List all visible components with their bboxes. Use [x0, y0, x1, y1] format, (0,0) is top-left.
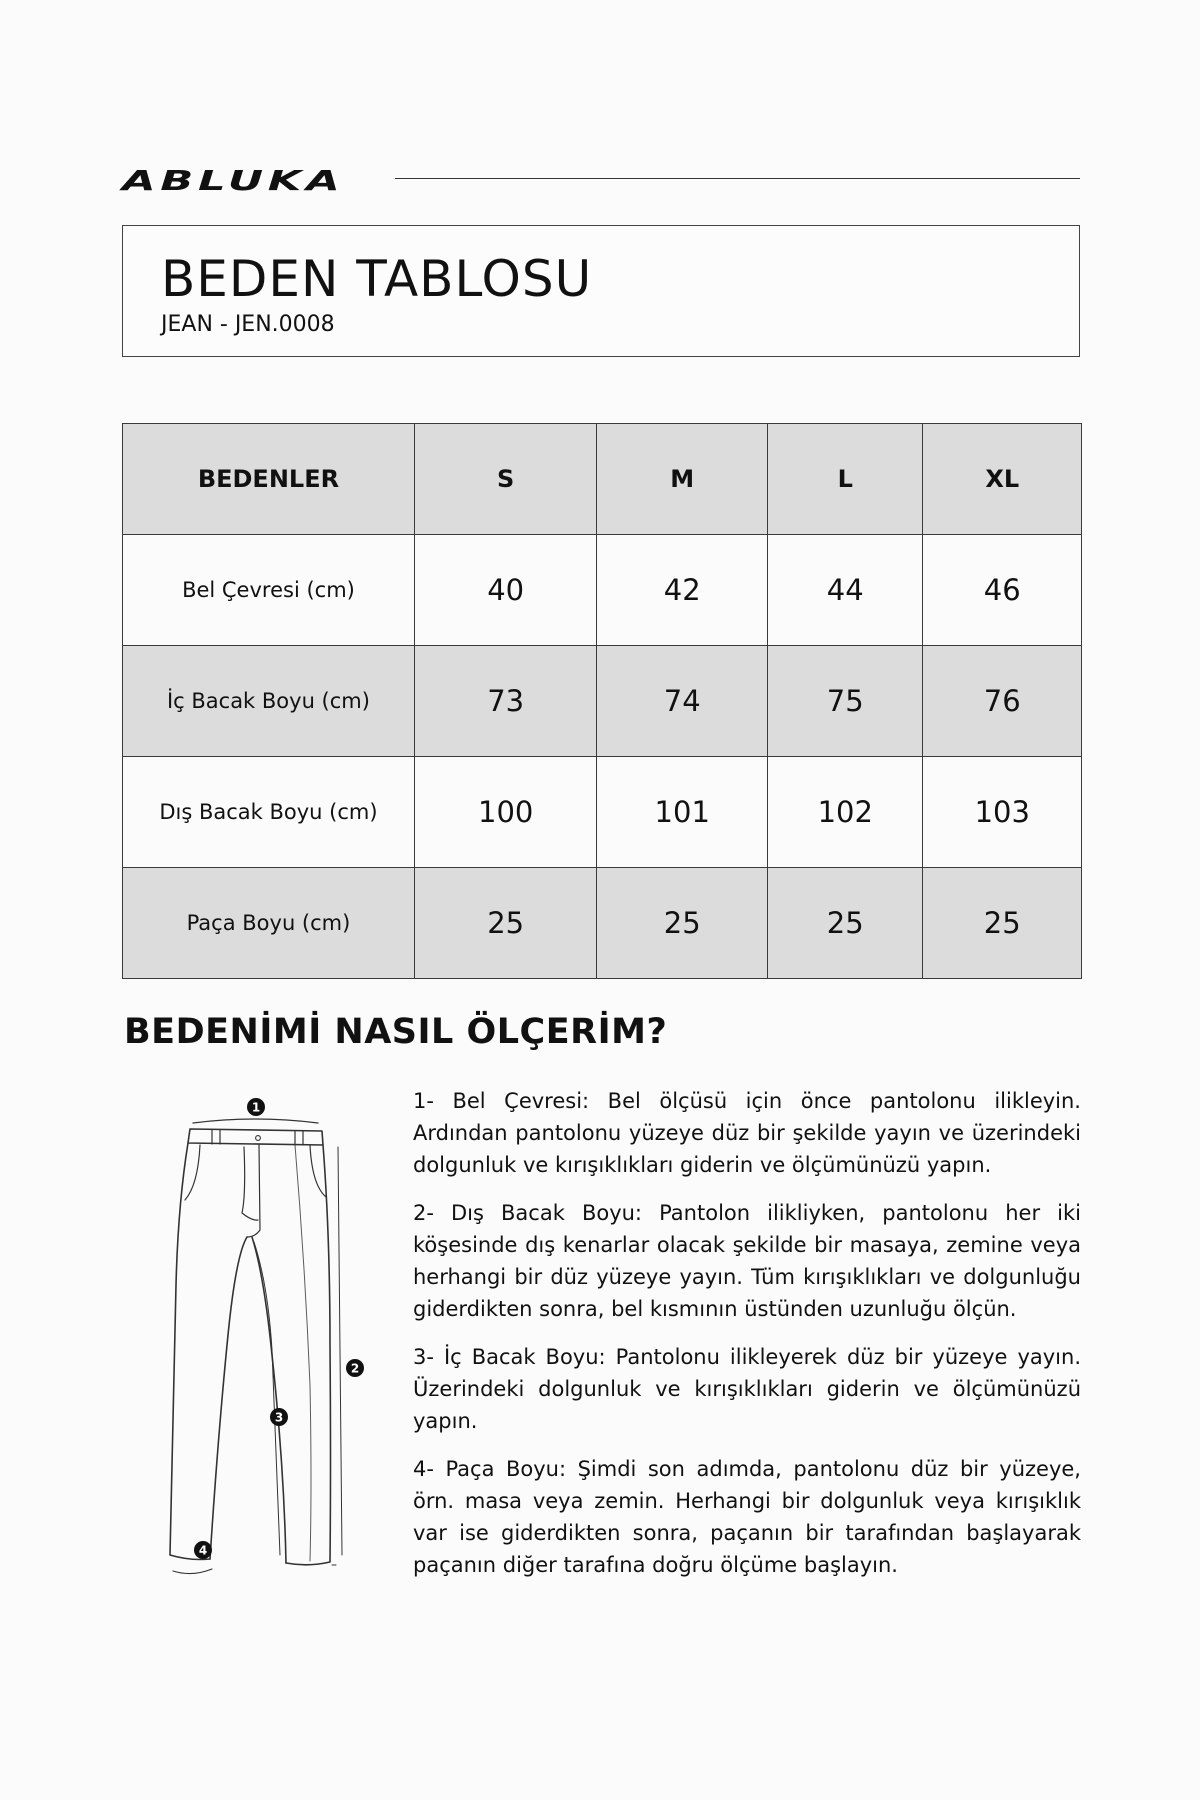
row-label: Dış Bacak Boyu (cm) [123, 757, 415, 868]
brand-logo: ABLUKA [122, 164, 345, 197]
row-label: Paça Boyu (cm) [123, 868, 415, 979]
header-cell-s: S [414, 424, 597, 535]
size-chart-table [122, 423, 1082, 979]
title-box [122, 225, 1080, 357]
table-cell: 46 [923, 535, 1082, 646]
table-cell: 25 [414, 868, 597, 979]
row-label: İç Bacak Boyu (cm) [123, 646, 415, 757]
header-cell-sizes: BEDENLER [123, 424, 415, 535]
measure-marker-3 [270, 1408, 288, 1426]
measure-marker-1 [247, 1098, 265, 1116]
instruction-step-3: 3- İç Bacak Boyu: Pantolonu ilikleyerek düz bir yüzeye yayın. Üzerindeki dolgunluk ve kırışıklıkları giderin ve ölçümünüzü yapın. [413, 1345, 1081, 1433]
table-cell: 44 [768, 535, 923, 646]
table-header-row [123, 424, 1082, 535]
table-cell: 40 [414, 535, 597, 646]
page-header [122, 160, 1080, 200]
instruction-step-1: 1- Bel Çevresi: Bel ölçüsü için önce pantolonu ilikleyin. Ardından pantolonu yüzeye düz bir şekilde yayın ve üzerindeki dolgunluk ve kırışıklıkları giderin ve ölçümünüzü yapın. [413, 1089, 1081, 1177]
header-divider [395, 178, 1080, 179]
page-title: BEDEN TABLOSU [161, 250, 593, 308]
table-row [123, 868, 1082, 979]
table-cell: 25 [597, 868, 768, 979]
row-label: Bel Çevresi (cm) [123, 535, 415, 646]
measurement-instructions [413, 1085, 1081, 1597]
table-row [123, 646, 1082, 757]
table-row [123, 757, 1082, 868]
svg-text:3: 3 [274, 1410, 284, 1425]
table-cell: 73 [414, 646, 597, 757]
how-to-measure-heading: BEDENİMİ NASIL ÖLÇERİM? [124, 1012, 668, 1052]
table-cell: 102 [768, 757, 923, 868]
instruction-step-2: 2- Dış Bacak Boyu: Pantolon ilikliyken, pantolonu her iki köşesinde dış kenarlar olacak şekilde bir masaya, zemine veya herhangi bir düz yüzeye yayın. Tüm kırışıklıkları ve dolgunluğu giderdikten sonra, bel kısmının üstünden uzunluğu ölçün. [413, 1201, 1081, 1321]
measure-marker-2 [346, 1359, 364, 1377]
svg-text:2: 2 [350, 1361, 360, 1376]
header-cell-l: L [768, 424, 923, 535]
trousers-diagram [160, 1085, 380, 1575]
trousers-illustration [160, 1085, 380, 1575]
table-cell: 103 [923, 757, 1082, 868]
measure-marker-4 [194, 1541, 212, 1559]
header-cell-xl: XL [923, 424, 1082, 535]
table-cell: 25 [923, 868, 1082, 979]
svg-text:4: 4 [198, 1543, 208, 1558]
svg-text:1: 1 [251, 1100, 261, 1115]
table-cell: 74 [597, 646, 768, 757]
product-code: JEAN - JEN.0008 [161, 312, 335, 337]
table-cell: 100 [414, 757, 597, 868]
table-cell: 75 [768, 646, 923, 757]
header-cell-m: M [597, 424, 768, 535]
table-row [123, 535, 1082, 646]
table-cell: 101 [597, 757, 768, 868]
table-cell: 76 [923, 646, 1082, 757]
table-cell: 42 [597, 535, 768, 646]
instruction-step-4: 4- Paça Boyu: Şimdi son adımda, pantolonu düz bir yüzeye, örn. masa veya zemin. Herhangi bir dolgunluk veya kırışıklık var ise giderdikten sonra, paçanın bir tarafından başlayarak paçanın diğer tarafına doğru ölçüme başlayın. [413, 1457, 1081, 1577]
table-cell: 25 [768, 868, 923, 979]
